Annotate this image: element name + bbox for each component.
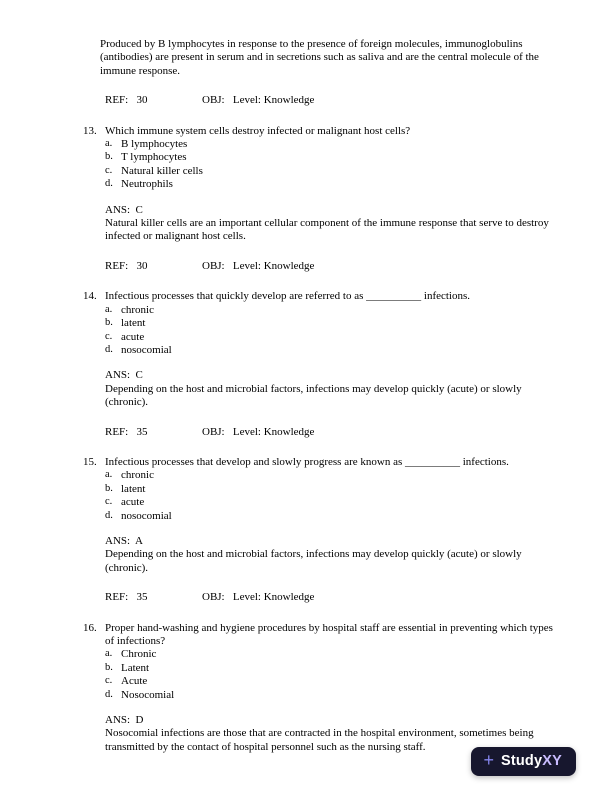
question-15 <box>0 456 612 605</box>
choice-d <box>105 689 562 702</box>
choice-text: latent <box>121 482 146 495</box>
question-13 <box>0 125 612 274</box>
choice-a <box>105 648 562 661</box>
choice-text: latent <box>121 317 146 330</box>
question-text: Proper hand-washing and hygiene procedures by hospital staff are essential in preventing which types of infections? <box>105 621 553 647</box>
intro-ref-line <box>105 94 562 107</box>
question-14 <box>0 290 612 439</box>
ref-value: REF: 30 <box>105 94 148 107</box>
question-head <box>83 622 562 649</box>
choice-b <box>105 483 562 496</box>
choice-text: B lymphocytes <box>121 138 188 151</box>
choice-d <box>105 178 562 191</box>
question-body <box>105 648 562 754</box>
answer-line: ANS: D <box>105 714 144 727</box>
choice-letter: b. <box>105 482 113 494</box>
choice-b <box>105 317 562 330</box>
choice-a <box>105 304 562 317</box>
choice-text: nosocomial <box>121 343 172 356</box>
choice-c <box>105 675 562 688</box>
ref-line <box>105 426 562 439</box>
choice-d <box>105 344 562 357</box>
choice-c <box>105 165 562 178</box>
ref-value: REF: 30 <box>105 259 148 272</box>
choice-text: Latent <box>121 661 150 674</box>
ref-value: REF: 35 <box>105 425 148 438</box>
choice-a <box>105 469 562 482</box>
choice-text: Natural killer cells <box>121 164 203 177</box>
choice-letter: d. <box>105 688 113 700</box>
answer-line: ANS: A <box>105 534 143 547</box>
choice-c <box>105 496 562 509</box>
ref-value: REF: 35 <box>105 591 148 604</box>
question-number: 16. <box>83 621 97 634</box>
choice-letter: b. <box>105 151 113 163</box>
choice-letter: a. <box>105 138 113 150</box>
obj-value: OBJ: Level: Knowledge <box>202 425 315 438</box>
choice-letter: d. <box>105 178 113 190</box>
choice-text: Neutrophils <box>121 178 173 191</box>
choice-text: Nosocomial <box>121 688 175 701</box>
choice-d <box>105 510 562 523</box>
choice-letter: c. <box>105 330 113 342</box>
question-number: 14. <box>83 290 97 303</box>
choice-letter: a. <box>105 648 113 660</box>
choice-letter: b. <box>105 661 113 673</box>
choice-text: chronic <box>121 303 154 316</box>
answer-explanation: Depending on the host and microbial factors, infections may develop quickly (acute) or slowly (chronic). <box>105 382 522 409</box>
question-text: Infectious processes that quickly develop are referred to as __________ infections. <box>105 290 471 303</box>
plus-icon: + <box>483 750 494 770</box>
question-16 <box>0 622 612 755</box>
question-number: 15. <box>83 455 97 468</box>
studyxy-logo-badge[interactable] <box>471 747 576 776</box>
question-body <box>105 469 562 575</box>
ref-line <box>105 260 562 273</box>
brand-study: Study <box>500 752 543 769</box>
choice-letter: a. <box>105 469 113 481</box>
choice-text: Acute <box>121 675 148 688</box>
choice-a <box>105 138 562 151</box>
question-head <box>83 456 562 469</box>
question-head <box>83 125 562 138</box>
answer-explanation: Depending on the host and microbial factors, infections may develop quickly (acute) or slowly (chronic). <box>105 548 522 574</box>
question-body <box>105 138 562 244</box>
choice-letter: b. <box>105 317 113 329</box>
choice-letter: c. <box>105 496 113 508</box>
question-head <box>83 290 562 303</box>
choice-text: T lymphocytes <box>121 151 187 164</box>
choice-text: nosocomial <box>121 509 172 522</box>
choice-text: acute <box>121 496 145 509</box>
choice-text: chronic <box>121 469 154 482</box>
obj-value: OBJ: Level: Knowledge <box>202 94 315 107</box>
question-text: Which immune system cells destroy infected or malignant host cells? <box>105 124 411 137</box>
choice-c <box>105 331 562 344</box>
choice-letter: c. <box>105 164 113 176</box>
ref-line <box>105 591 562 604</box>
choice-letter: a. <box>105 303 113 315</box>
brand-text <box>501 754 562 769</box>
brand-xy: XY <box>542 752 562 769</box>
choice-text: Chronic <box>121 648 157 661</box>
answer-line: ANS: C <box>105 369 143 382</box>
question-number: 13. <box>83 124 97 137</box>
obj-value: OBJ: Level: Knowledge <box>202 591 315 604</box>
choice-b <box>105 662 562 675</box>
choice-letter: d. <box>105 509 113 521</box>
question-body <box>105 304 562 410</box>
obj-value: OBJ: Level: Knowledge <box>202 259 315 272</box>
answer-explanation: Nosocomial infections are those that are contracted in the hospital environment, sometimes being transmitted by the contact of hospital personnel such as the nursing staff. <box>105 727 534 753</box>
choice-b <box>105 151 562 164</box>
answer-explanation: Natural killer cells are an important cellular component of the immune response that serve to destroy infected or malignant host cells. <box>105 217 549 243</box>
answer-line: ANS: C <box>105 203 143 216</box>
choice-text: acute <box>121 330 145 343</box>
intro-explanation-text: Produced by B lymphocytes in response to the presence of foreign molecules, immunoglobulins (antibodies) are present in serum and in secretions such as saliva and are the central molecule of the immune response. <box>100 38 539 77</box>
choice-letter: d. <box>105 343 113 355</box>
question-text: Infectious processes that develop and slowly progress are known as __________ infections. <box>105 455 509 468</box>
choice-letter: c. <box>105 675 113 687</box>
